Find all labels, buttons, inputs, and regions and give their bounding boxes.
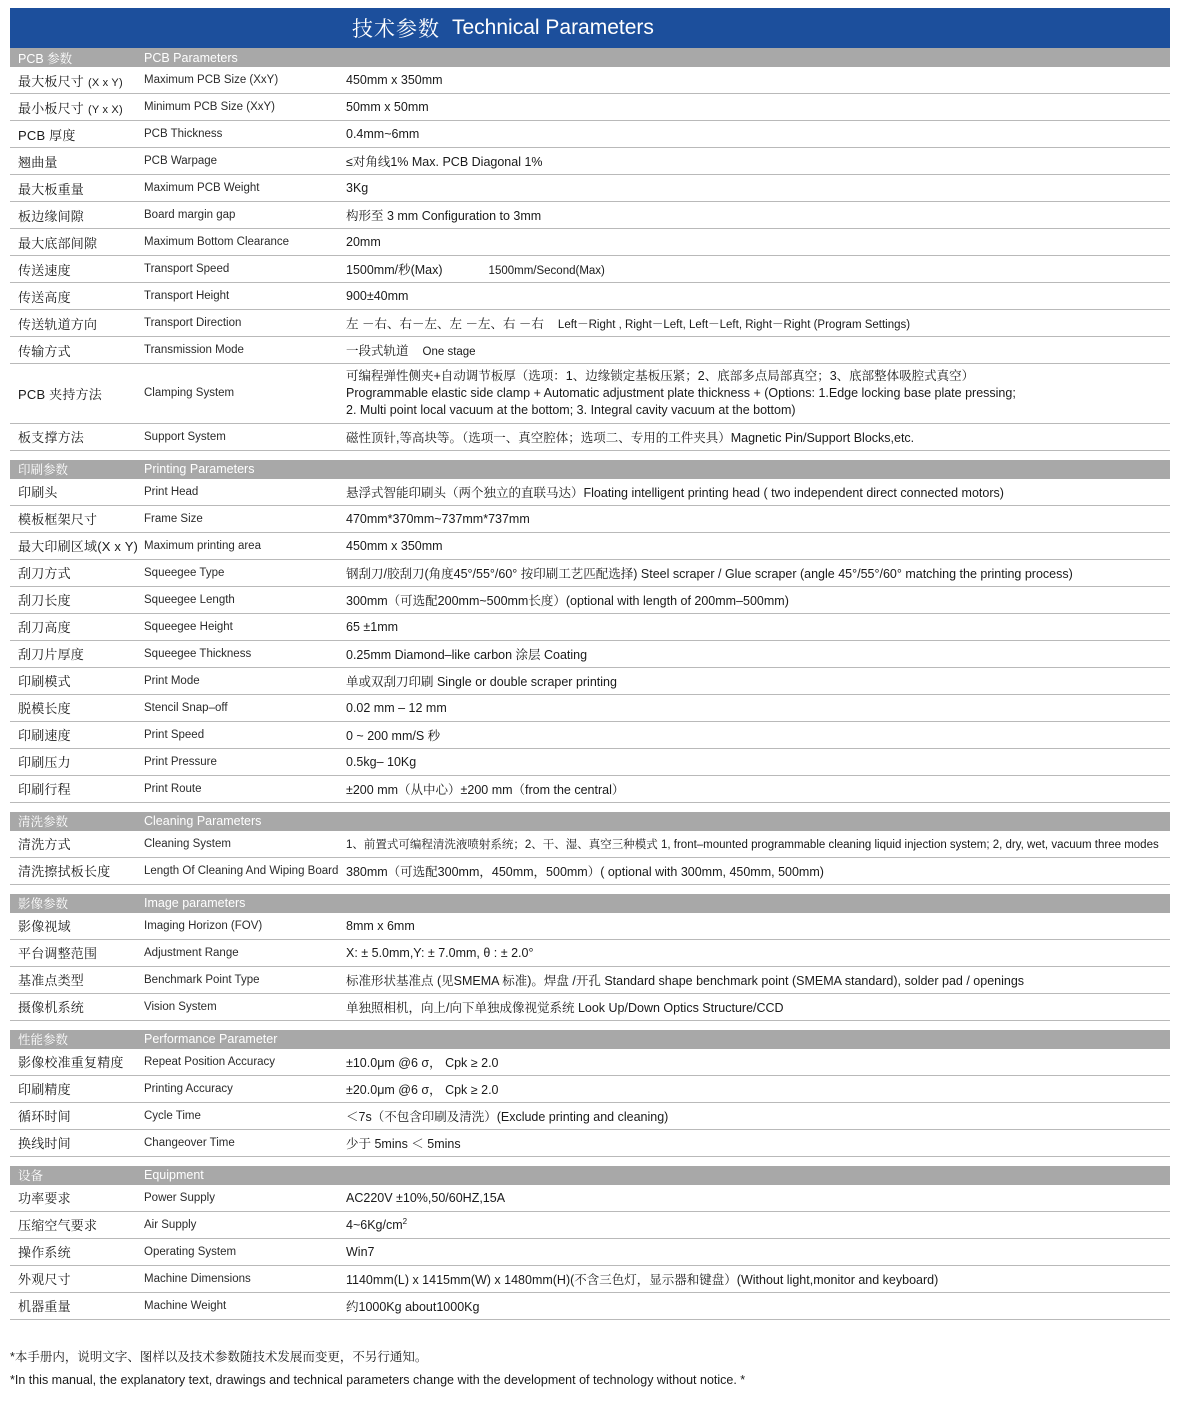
param-value-text: AC220V ±10%,50/60HZ,15A (346, 1190, 506, 1205)
param-label-cn: 机器重量 (18, 1299, 71, 1315)
param-value (338, 966, 1170, 993)
footnote (10, 1346, 1170, 1394)
param-value (338, 721, 1170, 748)
param-value (338, 532, 1170, 559)
section-header-row (10, 460, 1170, 479)
param-label-cn: 刮刀方式 (18, 566, 71, 582)
param-label-cn: 操作系统 (18, 1245, 71, 1261)
param-label-cn: 板边缘间隙 (18, 208, 85, 224)
param-value-text: ±20.0μm @6 σ， Cpk ≥ 2.0 (346, 1082, 499, 1097)
param-value (338, 586, 1170, 613)
section-title-cn: 清洗参数 (10, 812, 138, 831)
param-value (338, 148, 1170, 175)
section-gap (10, 802, 1170, 812)
param-name-cn (10, 939, 138, 966)
param-name-en: Stencil Snap–off (138, 694, 338, 721)
page-title-en: Technical Parameters (452, 16, 654, 39)
param-label-cn: 清洗方式 (18, 837, 71, 853)
param-value (338, 423, 1170, 450)
table-row (10, 831, 1170, 858)
table-row (10, 1211, 1170, 1238)
param-name-cn (10, 364, 138, 424)
param-value (338, 1185, 1170, 1212)
param-label-cn: 循环时间 (18, 1109, 71, 1125)
table-row (10, 721, 1170, 748)
param-name-en: Printing Accuracy (138, 1075, 338, 1102)
param-label-cn: 功率要求 (18, 1191, 71, 1207)
table-row (10, 694, 1170, 721)
param-name-cn (10, 67, 138, 94)
table-row (10, 939, 1170, 966)
param-label-cn: 印刷精度 (18, 1082, 71, 1098)
param-name-en: Squeegee Thickness (138, 640, 338, 667)
section-title-cn: 性能参数 (10, 1030, 138, 1049)
table-row (10, 775, 1170, 802)
param-label-cn: 传送高度 (18, 289, 71, 305)
param-value (338, 229, 1170, 256)
param-name-cn (10, 775, 138, 802)
footnote-line-cn: *本手册内，说明文字、图样以及技术参数随技术发展而变更，不另行通知。 (10, 1349, 428, 1364)
param-label-cn: 换线时间 (18, 1136, 71, 1152)
param-value-text: 左 －右、右－左、左 －左、右 －右 (346, 317, 544, 331)
param-name-cn (10, 1185, 138, 1212)
param-value-text: 一段式轨道 (346, 344, 409, 358)
param-value (338, 831, 1170, 858)
table-row (10, 857, 1170, 884)
param-name-cn (10, 1075, 138, 1102)
param-value (338, 1102, 1170, 1129)
param-value-text: 磁性顶针,等高块等。（选项一、真空腔体；选项二、专用的工件夹具）Magnetic Pin/Support Blocks,etc. (346, 430, 915, 445)
param-label-cn: PCB 厚度 (18, 127, 76, 143)
param-value (338, 202, 1170, 229)
param-name-en: Squeegee Type (138, 559, 338, 586)
param-label-cn: 压缩空气要求 (18, 1218, 98, 1234)
param-label-cn: 最大板重量 (18, 181, 85, 197)
param-name-cn (10, 148, 138, 175)
param-name-cn (10, 586, 138, 613)
param-value-text: 构形至 3 mm Configuration to 3mm (346, 209, 542, 223)
param-name-cn (10, 337, 138, 364)
table-row (10, 505, 1170, 532)
param-name-cn (10, 559, 138, 586)
param-value-text: 3Kg (346, 181, 369, 195)
param-name-cn (10, 229, 138, 256)
param-label-cn: 摄像机系统 (18, 1000, 85, 1016)
param-value (338, 640, 1170, 667)
param-name-cn (10, 1292, 138, 1319)
section-title-cn: 影像参数 (10, 894, 138, 913)
spec-sheet-page (0, 8, 1180, 1393)
table-row (10, 121, 1170, 148)
table-row (10, 640, 1170, 667)
param-name-en: Transmission Mode (138, 337, 338, 364)
param-name-cn (10, 283, 138, 310)
param-label-cn: 基准点类型 (18, 973, 85, 989)
param-value-text: ≤对角线1% Max. PCB Diagonal 1% (346, 155, 543, 169)
section-header-filler (338, 1030, 1170, 1049)
table-row (10, 913, 1170, 940)
param-value (338, 310, 1170, 337)
section-title-en: Printing Parameters (138, 460, 338, 479)
section-title-en: Cleaning Parameters (138, 812, 338, 831)
param-value-text: 450mm x 350mm (346, 538, 443, 553)
table-row (10, 479, 1170, 506)
param-name-cn (10, 993, 138, 1020)
param-value-text: 标准形状基准点 (见SMEMA 标准)。焊盘 /开孔 Standard shape benchmark point (SMEMA standard), solder pad / openings (346, 973, 1025, 988)
param-name-cn (10, 721, 138, 748)
table-row (10, 1129, 1170, 1156)
param-name-cn (10, 94, 138, 121)
param-name-en: Cycle Time (138, 1102, 338, 1129)
param-label-cn: 最大板尺寸 (18, 73, 85, 89)
param-name-en: Power Supply (138, 1185, 338, 1212)
param-value-line: 2. Multi point local vacuum at the bottom; 3. Integral cavity vacuum at the bottom) (346, 402, 796, 417)
param-value-text: ＜7s（不包含印刷及清洗）(Exclude printing and cleaning) (346, 1109, 669, 1124)
param-value-text: 50mm x 50mm (346, 100, 429, 114)
param-value (338, 667, 1170, 694)
param-value-text: 单独照相机，向上/向下单独成像视觉系统 Look Up/Down Optics Structure/CCD (346, 1000, 784, 1015)
table-row (10, 423, 1170, 450)
param-value-text: 0.5kg– 10Kg (346, 754, 417, 769)
param-value-text: 单或双刮刀印刷 Single or double scraper printing (346, 674, 617, 689)
param-value (338, 364, 1170, 424)
spacer (10, 1156, 1170, 1166)
param-value-line: 可编程弹性侧夹+自动调节板厚（选项：1、边缘锁定基板压紧；2、底部多点局部真空；3、底部整体吸腔式真空） (346, 369, 975, 383)
param-name-en: Transport Speed (138, 256, 338, 283)
footnote-line-en: *In this manual, the explanatory text, drawings and technical parameters change with the development of technology without notice. * (10, 1373, 746, 1388)
param-label-cn: 影像校准重复精度 (18, 1055, 124, 1071)
param-name-cn (10, 913, 138, 940)
param-value (338, 1292, 1170, 1319)
param-name-cn (10, 966, 138, 993)
param-value-text: 1500mm/秒(Max) (346, 263, 443, 277)
param-label-cn: 刮刀高度 (18, 620, 71, 636)
param-value (338, 1238, 1170, 1265)
param-value-text: 380mm（可选配300mm，450mm，500mm）( optional with 300mm, 450mm, 500mm) (346, 864, 824, 879)
param-value-text: 0 ~ 200 mm/S 秒 (346, 728, 441, 743)
param-name-en: Maximum printing area (138, 532, 338, 559)
param-label-cn: 最小板尺寸 (18, 100, 85, 116)
param-label-cn: 印刷速度 (18, 728, 71, 744)
table-row (10, 613, 1170, 640)
param-value-text: ±200 mm（从中心）±200 mm（from the central） (346, 782, 625, 797)
param-name-en: Vision System (138, 993, 338, 1020)
param-name-cn (10, 423, 138, 450)
param-value-text: Win7 (346, 1244, 375, 1259)
param-label-cn: 脱模长度 (18, 701, 71, 717)
section-header-filler (338, 1166, 1170, 1185)
page-title-cn: 技术参数 (352, 18, 440, 41)
param-label-cn: 印刷模式 (18, 674, 71, 690)
param-value (338, 1049, 1170, 1076)
section-gap (10, 450, 1170, 460)
param-name-cn (10, 121, 138, 148)
param-value (338, 857, 1170, 884)
param-name-cn (10, 175, 138, 202)
param-value (338, 256, 1170, 283)
table-row (10, 993, 1170, 1020)
param-name-en: Print Mode (138, 667, 338, 694)
section-header-row (10, 1030, 1170, 1049)
param-value-text: 悬浮式智能印刷头（两个独立的直联马达）Floating intelligent printing head ( two independent direct connected motors) (346, 485, 1004, 500)
section-gap (10, 1156, 1170, 1166)
param-value-text: 8mm x 6mm (346, 918, 415, 933)
param-label-cn: 刮刀长度 (18, 593, 71, 609)
param-value-text: 1、前置式可编程清洗液喷射系统；2、干、湿、真空三种模式 1, front–mounted programmable cleaning liquid injection system; 2, dry, wet, vacuum three modes (346, 838, 1159, 851)
param-value (338, 1265, 1170, 1292)
param-label-cn-sub: (Y x X) (88, 103, 123, 116)
section-header-filler (338, 48, 1170, 67)
param-value-text: 0.02 mm – 12 mm (346, 700, 447, 715)
section-title-cn: 设备 (10, 1166, 138, 1185)
param-value (338, 775, 1170, 802)
section-header-filler (338, 460, 1170, 479)
param-value (338, 121, 1170, 148)
param-value (338, 1211, 1170, 1238)
param-name-en: Clamping System (138, 364, 338, 424)
param-name-cn (10, 1211, 138, 1238)
param-value-text: 300mm（可选配200mm~500mm长度）(optional with length of 200mm–500mm) (346, 593, 789, 608)
param-value (338, 175, 1170, 202)
table-row (10, 532, 1170, 559)
section-gap (10, 1020, 1170, 1030)
table-row (10, 1049, 1170, 1076)
param-name-cn (10, 202, 138, 229)
param-name-en: Cleaning System (138, 831, 338, 858)
param-name-cn (10, 748, 138, 775)
table-row (10, 1185, 1170, 1212)
table-row (10, 283, 1170, 310)
param-name-en: Squeegee Height (138, 613, 338, 640)
param-value (338, 337, 1170, 364)
table-row (10, 1238, 1170, 1265)
table-body (10, 48, 1170, 1319)
param-value (338, 913, 1170, 940)
section-header-filler (338, 894, 1170, 913)
section-header-row (10, 48, 1170, 67)
table-row (10, 966, 1170, 993)
param-value-text: 20mm (346, 235, 381, 249)
param-value-line: Programmable elastic side clamp + Automatic adjustment plate thickness + (Options: 1.Edge locking base plate pressing; (346, 385, 1016, 400)
param-value-text: X: ± 5.0mm,Y: ± 7.0mm, θ : ± 2.0° (346, 945, 534, 960)
param-label-cn-sub: (X x Y) (88, 76, 123, 89)
param-name-en: Squeegee Length (138, 586, 338, 613)
section-header-row (10, 1166, 1170, 1185)
table-row (10, 229, 1170, 256)
param-name-en: Machine Weight (138, 1292, 338, 1319)
param-name-en: PCB Warpage (138, 148, 338, 175)
param-name-en: Minimum PCB Size (XxY) (138, 94, 338, 121)
param-value-text: 0.25mm Diamond–like carbon 涂层 Coating (346, 647, 588, 662)
param-name-en: Transport Height (138, 283, 338, 310)
param-name-cn (10, 479, 138, 506)
param-name-cn (10, 694, 138, 721)
section-header-row (10, 812, 1170, 831)
param-name-en: Length Of Cleaning And Wiping Board (138, 857, 338, 884)
param-label-cn: 翘曲量 (18, 154, 58, 170)
param-name-cn (10, 505, 138, 532)
param-label-cn: 最大印刷区域(X x Y) (18, 539, 139, 555)
param-name-cn (10, 1049, 138, 1076)
table-row (10, 175, 1170, 202)
table-row (10, 364, 1170, 424)
param-value-text-en: One stage (422, 346, 476, 358)
spacer (10, 450, 1170, 460)
spacer (10, 884, 1170, 894)
section-title-en: Performance Parameter (138, 1030, 338, 1049)
param-value-superscript: 2 (402, 1217, 408, 1227)
table-row (10, 586, 1170, 613)
table-row (10, 667, 1170, 694)
param-value (338, 283, 1170, 310)
table-row (10, 748, 1170, 775)
param-name-cn (10, 310, 138, 337)
param-value (338, 694, 1170, 721)
section-title-cn: PCB 参数 (10, 48, 138, 67)
param-name-cn (10, 831, 138, 858)
param-name-en: Benchmark Point Type (138, 966, 338, 993)
param-value (338, 939, 1170, 966)
param-label-cn: 清洗擦拭板长度 (18, 864, 111, 880)
param-value-text: 少于 5mins ＜ 5mins (346, 1136, 461, 1151)
param-label-cn: 外观尺寸 (18, 1272, 71, 1288)
param-name-cn (10, 857, 138, 884)
param-value (338, 479, 1170, 506)
param-value-text-en: 1500mm/Second(Max) (488, 265, 605, 277)
param-label-cn: 模板框架尺寸 (18, 512, 98, 528)
param-value (338, 993, 1170, 1020)
table-row (10, 67, 1170, 94)
param-name-cn (10, 667, 138, 694)
table-row (10, 256, 1170, 283)
param-name-cn (10, 256, 138, 283)
param-label-cn: 印刷行程 (18, 782, 71, 798)
param-label-cn: 印刷压力 (18, 755, 71, 771)
param-name-en: Changeover Time (138, 1129, 338, 1156)
param-name-en: Support System (138, 423, 338, 450)
param-value-text: 470mm*370mm~737mm*737mm (346, 511, 530, 526)
param-label-cn: 平台调整范围 (18, 946, 98, 962)
param-value-text: 450mm x 350mm (346, 73, 443, 87)
table-row (10, 202, 1170, 229)
param-name-en: Board margin gap (138, 202, 338, 229)
table-row (10, 1292, 1170, 1319)
param-name-en: Print Speed (138, 721, 338, 748)
param-value-text-en: Left－Right , Right－Left, Left－Left, Right－Right (Program Settings) (557, 319, 911, 331)
page-title-bar (10, 8, 1170, 48)
param-name-en: Machine Dimensions (138, 1265, 338, 1292)
param-label-cn: PCB 夹持方法 (18, 386, 102, 402)
param-name-en: PCB Thickness (138, 121, 338, 148)
param-label-cn: 传输方式 (18, 343, 71, 359)
table-row (10, 310, 1170, 337)
param-name-cn (10, 532, 138, 559)
param-value-multiline (346, 364, 1170, 423)
param-label-cn: 印刷头 (18, 485, 58, 501)
param-value (338, 67, 1170, 94)
param-value-text: 4~6Kg/cm (346, 1218, 403, 1233)
param-name-cn (10, 1238, 138, 1265)
param-value-text: 900±40mm (346, 289, 409, 303)
param-name-en: Print Head (138, 479, 338, 506)
param-label-cn: 传送轨道方向 (18, 316, 98, 332)
param-value-text: 约1000Kg about1000Kg (346, 1299, 480, 1314)
param-label-cn: 板支撑方法 (18, 430, 85, 446)
param-value (338, 505, 1170, 532)
param-value-text: 0.4mm~6mm (346, 127, 420, 141)
spacer (10, 802, 1170, 812)
specifications-table (10, 48, 1170, 1320)
param-name-cn (10, 1129, 138, 1156)
param-name-en: Maximum PCB Size (XxY) (138, 67, 338, 94)
param-name-en: Repeat Position Accuracy (138, 1049, 338, 1076)
param-name-en: Operating System (138, 1238, 338, 1265)
section-title-en: Equipment (138, 1166, 338, 1185)
param-value (338, 613, 1170, 640)
section-header-filler (338, 812, 1170, 831)
param-name-cn (10, 640, 138, 667)
section-header-row (10, 894, 1170, 913)
param-name-en: Adjustment Range (138, 939, 338, 966)
param-name-en: Maximum Bottom Clearance (138, 229, 338, 256)
param-label-cn: 影像视域 (18, 919, 71, 935)
param-name-cn (10, 613, 138, 640)
table-row (10, 559, 1170, 586)
section-title-en: Image parameters (138, 894, 338, 913)
spacer (10, 1020, 1170, 1030)
param-value-text: 钢刮刀/胶刮刀(角度45°/55°/60° 按印刷工艺匹配选择) Steel scraper / Glue scraper (angle 45°/55°/60° matching the printing process) (346, 566, 1073, 581)
table-row (10, 148, 1170, 175)
param-name-en: Imaging Horizon (FOV) (138, 913, 338, 940)
table-row (10, 1265, 1170, 1292)
param-label-cn: 刮刀片厚度 (18, 647, 85, 663)
table-row (10, 94, 1170, 121)
table-row (10, 337, 1170, 364)
section-title-en: PCB Parameters (138, 48, 338, 67)
param-value-text: 1140mm(L) x 1415mm(W) x 1480mm(H)(不含三色灯，显示器和键盘）(Without light,monitor and keyboard) (346, 1272, 939, 1287)
param-value (338, 1129, 1170, 1156)
param-label-cn: 传送速度 (18, 262, 71, 278)
param-value (338, 559, 1170, 586)
param-value-text: 65 ±1mm (346, 619, 399, 634)
param-name-en: Air Supply (138, 1211, 338, 1238)
param-name-en: Maximum PCB Weight (138, 175, 338, 202)
param-name-cn (10, 1102, 138, 1129)
param-value-text: ±10.0μm @6 σ， Cpk ≥ 2.0 (346, 1055, 499, 1070)
table-row (10, 1102, 1170, 1129)
table-row (10, 1075, 1170, 1102)
param-name-en: Print Route (138, 775, 338, 802)
section-title-cn: 印刷参数 (10, 460, 138, 479)
param-value (338, 1075, 1170, 1102)
param-name-en: Frame Size (138, 505, 338, 532)
param-label-cn: 最大底部间隙 (18, 235, 98, 251)
param-value (338, 94, 1170, 121)
param-name-en: Print Pressure (138, 748, 338, 775)
param-value (338, 748, 1170, 775)
param-name-en: Transport Direction (138, 310, 338, 337)
section-gap (10, 884, 1170, 894)
param-name-cn (10, 1265, 138, 1292)
